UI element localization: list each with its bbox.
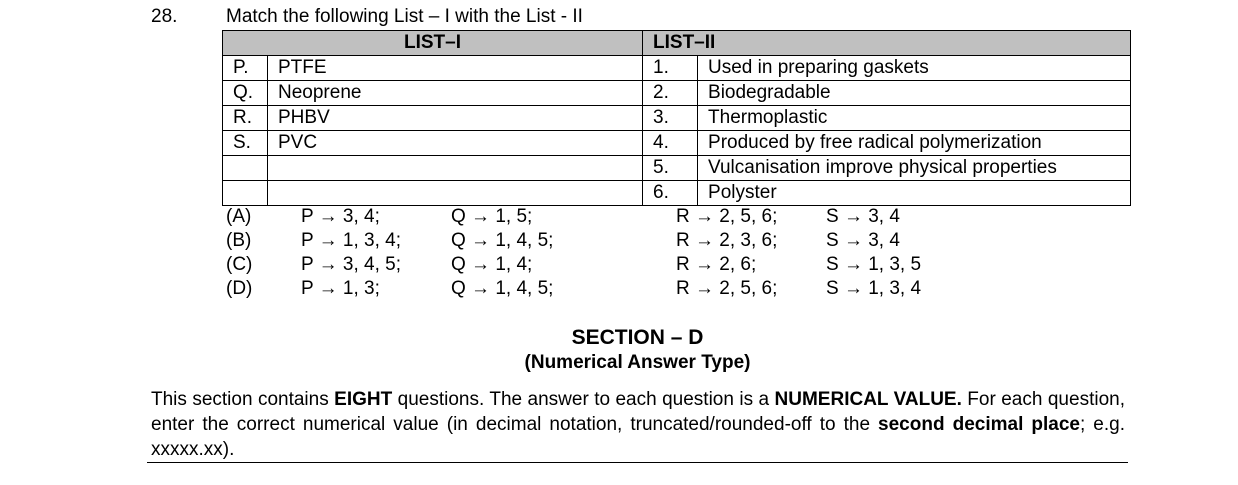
- list2-key: 3.: [643, 106, 698, 131]
- option-p-match: P → 3, 4, 5;: [301, 254, 401, 275]
- option-r-match: R → 2, 5, 6;: [676, 278, 778, 299]
- option-s-match: S → 3, 4: [826, 206, 900, 227]
- option-s-match: S → 3, 4: [826, 230, 900, 251]
- list1-item: [268, 156, 643, 181]
- option-s-match: S → 1, 3, 5: [826, 254, 922, 275]
- list2-key: 5.: [643, 156, 698, 181]
- list2-key: 1.: [643, 56, 698, 81]
- instr-emphasis: EIGHT: [334, 389, 393, 410]
- list2-item: Produced by free radical polymerization: [698, 131, 1131, 156]
- instr-text: questions. The answer to each question is a: [392, 389, 775, 410]
- option-q-match: Q → 1, 4;: [451, 254, 533, 275]
- section-instructions: [151, 387, 1125, 462]
- question-text: Match the following List – I with the List - II: [226, 6, 583, 27]
- instr-emphasis: second decimal place: [878, 414, 1080, 435]
- list1-key: Q.: [223, 81, 268, 106]
- section-subtitle: (Numerical Answer Type): [524, 352, 751, 373]
- option-q-match: Q → 1, 4, 5;: [451, 230, 554, 251]
- option-p-match: P → 3, 4;: [301, 206, 380, 227]
- list1-header: LIST–I: [223, 31, 643, 56]
- table-row: [223, 131, 1131, 156]
- match-table: [222, 30, 1131, 206]
- list2-key: 4.: [643, 131, 698, 156]
- section-title: SECTION – D: [571, 326, 704, 349]
- list1-item: [268, 181, 643, 206]
- list1-item: PHBV: [268, 106, 643, 131]
- list1-key: P.: [223, 56, 268, 81]
- option-label: (A): [226, 206, 252, 227]
- list2-key: 6.: [643, 181, 698, 206]
- option-p-match: P → 1, 3, 4;: [301, 230, 401, 251]
- option-q-match: Q → 1, 5;: [451, 206, 533, 227]
- instr-emphasis: NUMERICAL VALUE.: [774, 389, 962, 410]
- list2-item: Biodegradable: [698, 81, 1131, 106]
- match-table-header-row: [223, 31, 1131, 56]
- list1-item: PTFE: [268, 56, 643, 81]
- option-s-match: S → 1, 3, 4: [826, 278, 922, 299]
- instr-text: This section contains: [151, 389, 335, 410]
- table-row: [223, 181, 1131, 206]
- option-q-match: Q → 1, 4, 5;: [451, 278, 554, 299]
- option-label: (B): [226, 230, 252, 251]
- option-r-match: R → 2, 6;: [676, 254, 757, 275]
- option-p-match: P → 1, 3;: [301, 278, 380, 299]
- option-r-match: R → 2, 3, 6;: [676, 230, 778, 251]
- list2-item: Polyster: [698, 181, 1131, 206]
- list1-item: PVC: [268, 131, 643, 156]
- option-label: (D): [226, 278, 253, 299]
- list2-item: Used in preparing gaskets: [698, 56, 1131, 81]
- list1-item: Neoprene: [268, 81, 643, 106]
- section-divider: [147, 462, 1128, 463]
- table-row: [223, 156, 1131, 181]
- option-r-match: R → 2, 5, 6;: [676, 206, 778, 227]
- instr-text: ; e.g. xxxxx.xx).: [151, 414, 1125, 460]
- table-row: [223, 81, 1131, 106]
- list2-key: 2.: [643, 81, 698, 106]
- list1-key: [223, 156, 268, 181]
- question-number: 28.: [151, 6, 178, 27]
- table-row: [223, 56, 1131, 81]
- table-row: [223, 106, 1131, 131]
- list2-item: Thermoplastic: [698, 106, 1131, 131]
- list1-key: S.: [223, 131, 268, 156]
- option-label: (C): [226, 254, 253, 275]
- list1-key: [223, 181, 268, 206]
- list2-header: LIST–II: [643, 31, 1131, 56]
- list2-item: Vulcanisation improve physical properties: [698, 156, 1131, 181]
- list1-key: R.: [223, 106, 268, 131]
- instr-text: For each question, enter the correct numerical value (in decimal notation, truncated/rounded-off to the: [151, 389, 1125, 435]
